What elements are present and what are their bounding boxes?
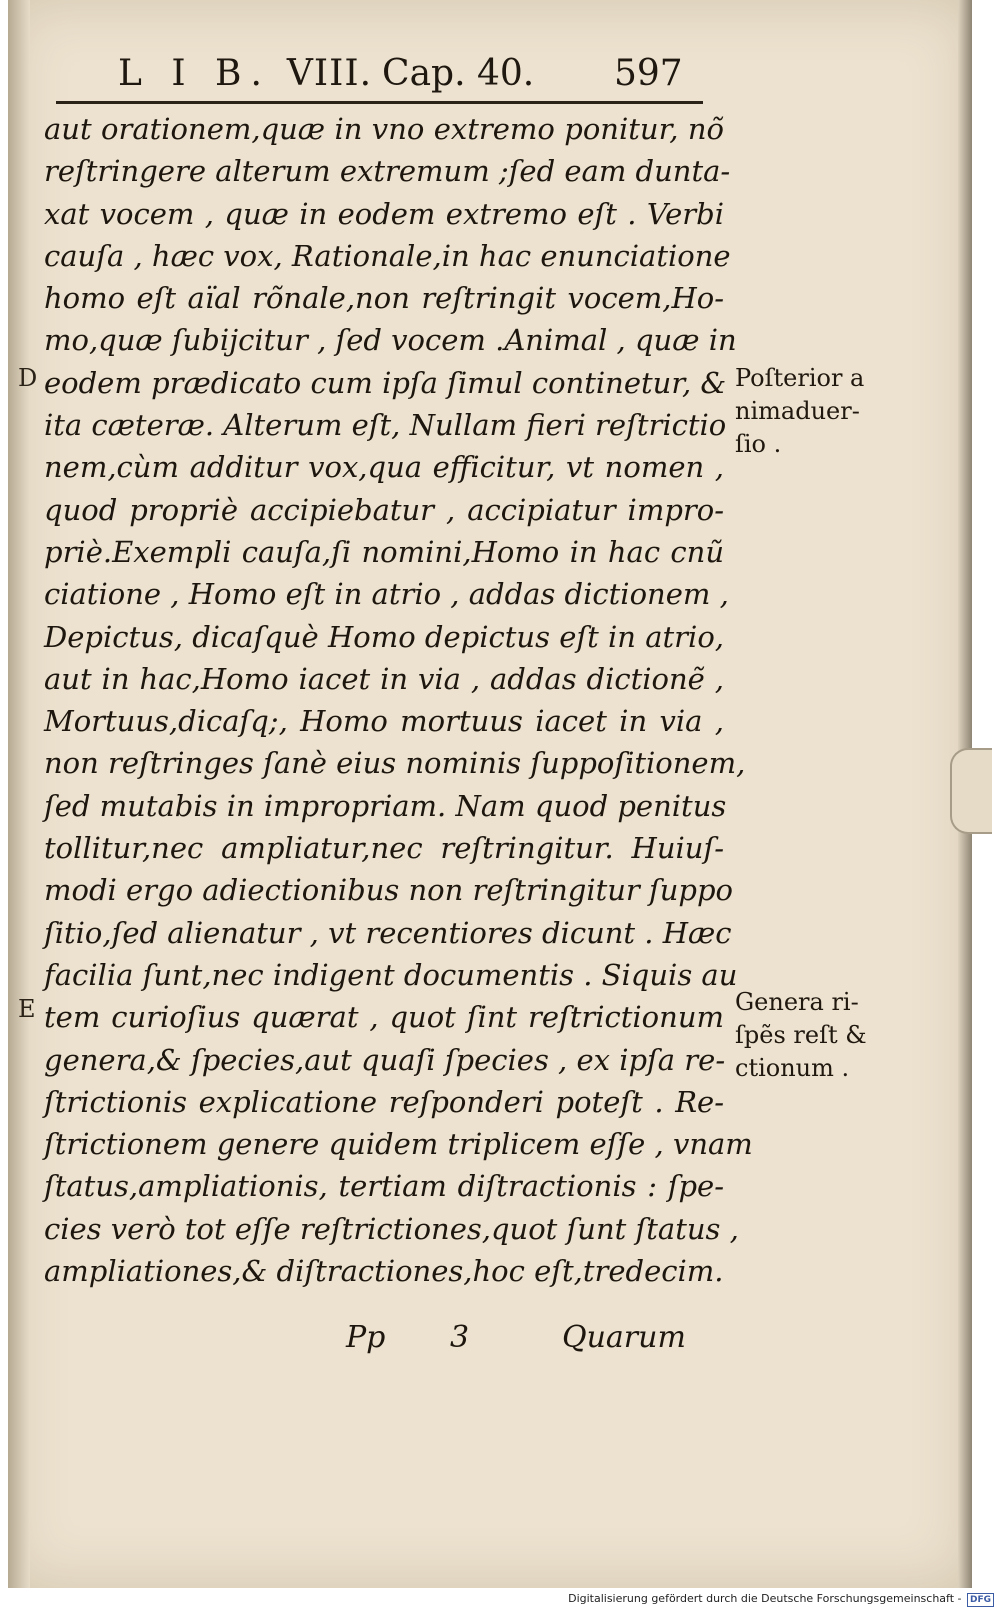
text-line: nem,cùm additur vox,qua efficitur, vt nomen , [44,450,724,485]
text-line: ampliationes,& diſtractiones,hoc eſt,tredecim. [44,1254,724,1289]
text-line: priè.Exempli cauſa,ſi nomini,Homo in hac cnũ [44,534,724,569]
margin-letter-e: E [18,995,36,1023]
margin-letter-d: D [18,364,38,392]
text-line: mo,quæ ſubijcitur , ſed vocem .Animal , quæ in [44,323,737,358]
signature-number: 3 [450,1320,470,1355]
catchword: Quarum [562,1320,686,1355]
text-line: ciatione , Homo eſt in atrio , addas dictionem , [44,577,729,612]
side-note-line: ctionum . [735,1054,850,1082]
folio-number: 597 [614,53,683,94]
main-text-block [44,108,753,1292]
text-line: quod propriè accipiebatur , accipiatur impro- [44,492,724,527]
text-line: cauſa , hæc vox, Rationale,in hac enunciatione [44,238,731,273]
text-line: xat vocem , quæ in eodem extremo eſt . Verbi [44,196,724,231]
signature-mark: Pp [346,1320,386,1355]
running-head [118,48,718,100]
side-note-line: Genera ri- [735,988,859,1016]
running-head-chapter: Cap. 40. [382,53,535,94]
text-line: homo eſt aïal rõnale,non reſtringit vocem,Ho- [44,281,724,316]
running-head-book: VIII. [286,53,373,94]
header-rule [56,101,703,104]
text-line: modi ergo adiectionibus non reſtringitur ſuppo [44,873,734,908]
side-note-genera [735,986,895,1085]
text-line: ſtrictionis explicatione reſponderi poteſt . Re- [44,1084,724,1119]
text-line: aut orationem,quæ in vno extremo ponitur, nõ [44,112,724,146]
text-line: reſtringere alterum extremum ;ſed eam dunta- [44,154,731,189]
text-line: tem curioſius quærat , quot ſint reſtrictionum [44,1000,724,1035]
digitization-credit [568,1590,994,1608]
text-line: genera,& ſpecies,aut quaſi ſpecies , ex ipſa re- [44,1042,726,1077]
side-note-line: ſio . [735,430,782,458]
text-line: ſtatus,ampliationis, tertiam diſtractionis : ſpe- [44,1169,724,1204]
text-line: facilia ſunt,nec indigent documentis . Siquis au [44,957,738,992]
text-line: cies verò tot eſſe reſtrictiones,quot ſunt ſtatus , [44,1211,739,1246]
text-line: eodem prædicato cum ipſa ſimul continetur, & [44,365,727,400]
running-head-lib: L I B. [118,53,271,94]
side-note-line: nimaduer- [735,397,860,425]
side-note-line: Poſterior a [735,364,865,392]
credit-text: Digitalisierung gefördert durch die Deutsche Forschungsgemeinschaft - [568,1592,962,1605]
text-line: Mortuus,dicaſq;, Homo mortuus iacet in via , [44,704,724,739]
text-line: ſed mutabis in impropriam. Nam quod penitus [44,788,727,823]
side-note-line: ſpẽs reſt & [735,1021,867,1049]
text-line: ita cæteræ. Alterum eſt, Nullam fieri reſtrictio [44,408,727,443]
text-line: ſtrictionem genere quidem triplicem eſſe , vnam [44,1127,753,1162]
text-line: Depictus, dicaſquè Homo depictus eſt in atrio, [44,619,724,654]
side-note-posterior [735,362,895,461]
text-line: non reſtringes ſanè eius nominis ſuppoſitionem, [44,746,746,781]
text-line: tollitur,nec ampliatur,nec reſtringitur. Huiuſ- [44,831,724,866]
text-line: ſitio,ſed alienatur , vt recentiores dicunt . Hæc [44,915,732,950]
page-tab [950,748,992,834]
page-gutter [8,0,30,1588]
text-line: aut in hac,Homo iacet in via , addas dictionẽ , [44,661,724,696]
dfg-logo: DFG [967,1593,994,1607]
